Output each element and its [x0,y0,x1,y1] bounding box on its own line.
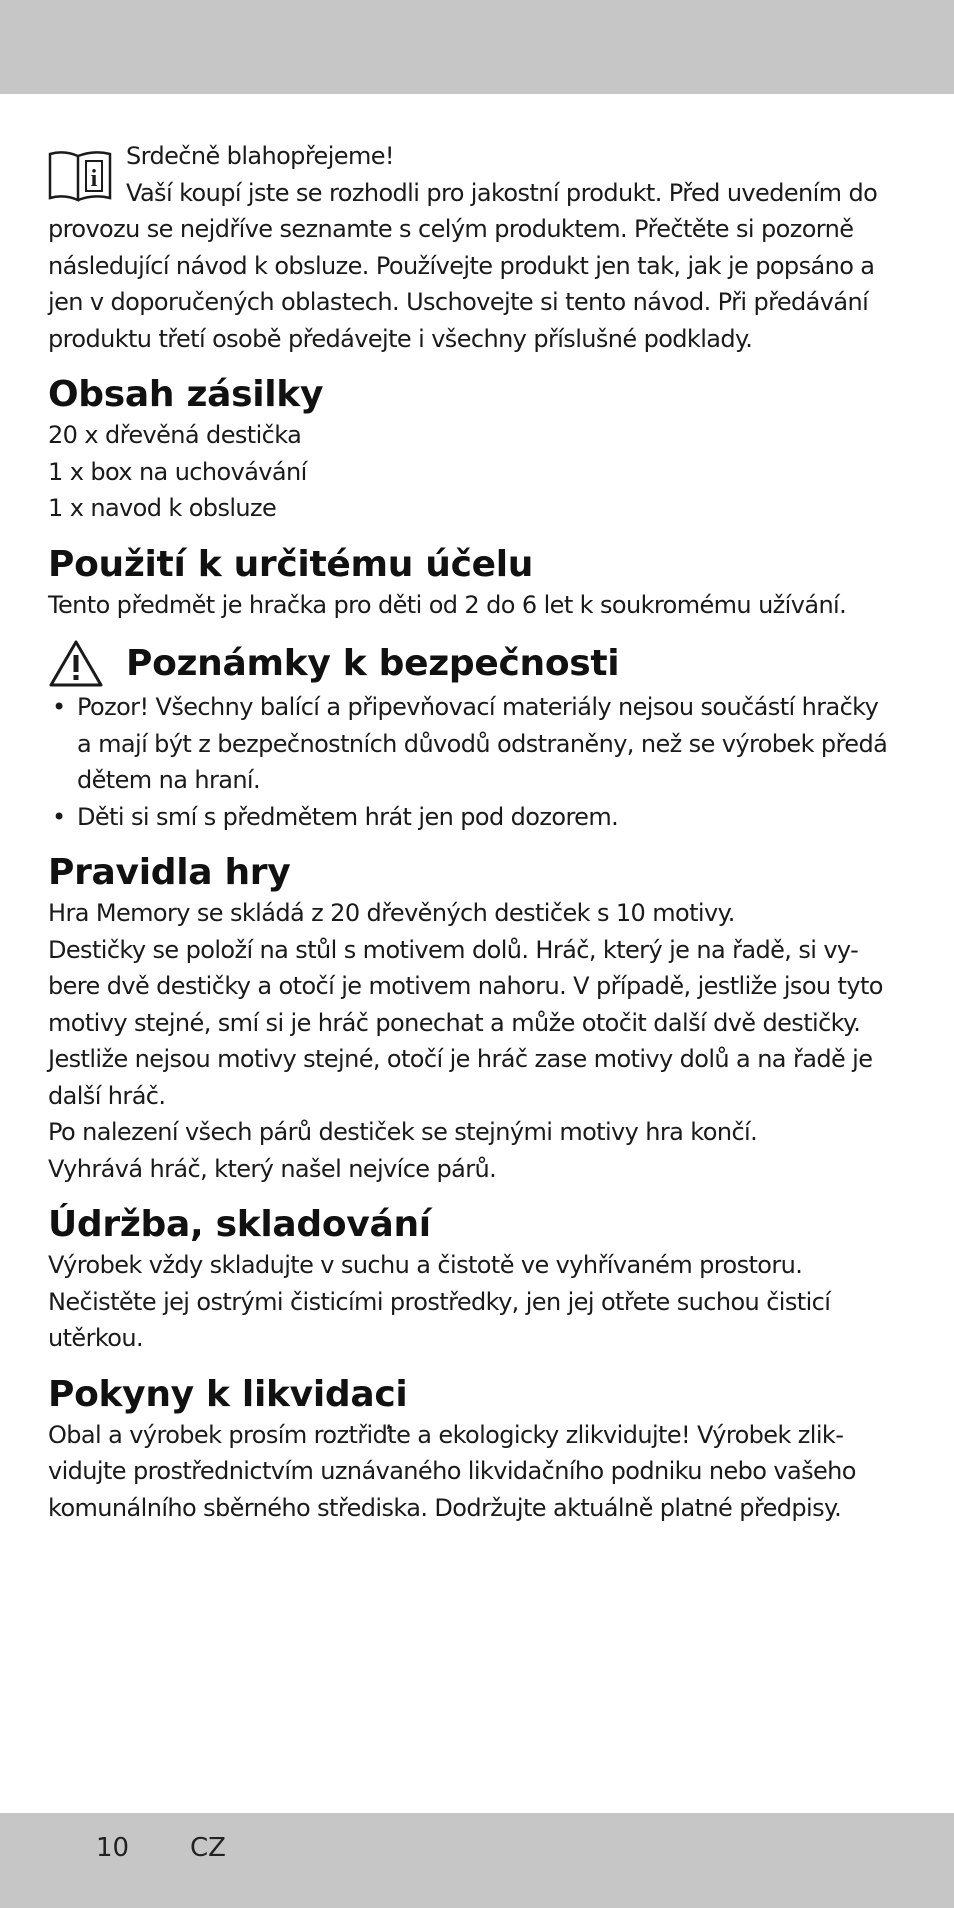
safety-list [48,689,910,835]
bullet-marker: • [52,693,66,721]
bullet-line: a mají být z bezpečnostních důvodů odstraněny, než se výrobek předá [77,729,888,758]
maintenance-heading: Údržba, skladování [48,1204,431,1245]
rules-line: Hra Memory se skládá z 20 dřevěných destiček s 10 motivy. [48,899,735,927]
maintenance-section [48,1203,910,1357]
rules-line: motivy stejné, smí si je hráč ponechat a může otočit další dvě destičky. [48,1008,861,1037]
disposal-line: komunálního sběrného střediska. Dodržujte aktuálně platné předpisy. [48,1493,842,1522]
warning-icon [48,639,104,689]
intended-use-text: Tento předmět je hračka pro děti od 2 do 6 let k soukromému užívání. [48,590,847,619]
contents-item: 20 x dřevěná destička [48,421,302,449]
bullet-marker: • [52,802,66,831]
header-band [0,0,954,94]
intended-use-heading: Použití k určitému účelu [48,543,534,585]
footer-band [0,1813,954,1908]
intended-use-section [48,543,910,624]
intro-line: jen v doporučených oblastech. Uschovejte si tento návod. Při předávání [48,288,869,316]
disposal-heading: Pokyny k likvidaci [48,1373,408,1415]
rules-line: Po nalezení všech párů destiček se stejnými motivy hra končí. [48,1118,758,1146]
bullet-line: Děti si smí s předmětem hrát jen pod dozorem. [77,802,619,831]
intro-line: produktu třetí osobě předávejte i všechny příslušné podklady. [48,324,753,353]
maintenance-line: utěrkou. [48,1324,144,1352]
disposal-line: vidujte prostřednictvím uznávaného likvidačního podniku nebo vašeho [48,1457,856,1485]
rules-line: Jestliže nejsou motivy stejné, otočí je hráč zase motivy dolů a na řadě je [48,1045,873,1073]
manual-content [48,138,910,1526]
language-code: CZ [190,1833,226,1863]
bullet-line: Pozor! Všechny balící a připevňovací materiály nejsou součástí hračky [77,693,879,721]
maintenance-line: Nečistěte jej ostrými čisticími prostředky, jen jej otřete suchou čisticí [48,1287,831,1316]
rules-line: Vyhrává hráč, který našel nejvíce párů. [48,1154,497,1183]
greeting: Srdečně blahopřejeme! [126,142,394,170]
bullet-line: dětem na hraní. [77,766,261,794]
rules-line: bere dvě destičky a otočí je motivem nahoru. V případě, jestliže jsou tyto [48,972,883,1000]
safety-heading: Poznámky k bezpečnosti [126,643,620,684]
intro-line: provozu se nejdříve seznamte s celým produktem. Přečtěte si pozorně [48,215,854,243]
info-manual-icon [48,148,112,204]
disposal-line: Obal a výrobek prosím roztřiďte a ekologicky zlikvidujte! Výrobek zlik- [48,1420,844,1449]
intro-line: následující návod k obsluze. Používejte produkt jen tak, jak je popsáno a [48,251,875,280]
intro-section [48,138,910,357]
disposal-section [48,1373,910,1527]
safety-bullet [48,689,910,799]
rules-line: další hráč. [48,1081,166,1110]
safety-heading-row [48,639,910,689]
contents-item: 1 x box na uchovávání [48,457,307,486]
svg-text:i: i [90,166,98,192]
contents-section [48,373,910,527]
rules-section [48,851,910,1187]
contents-item: 1 x navod k obsluze [48,494,277,522]
page-number: 10 [96,1833,130,1863]
rules-line: Destičky se položí na stůl s motivem dolů. Hráč, který je na řadě, si vy- [48,935,859,964]
safety-bullet [48,799,910,836]
contents-heading: Obsah zásilky [48,374,324,415]
maintenance-line: Výrobek vždy skladujte v suchu a čistotě ve vyhřívaném prostoru. [48,1251,803,1279]
intro-line: Vaší koupí jste se rozhodli pro jakostní produkt. Před uvedením do [126,178,878,207]
safety-section [48,639,910,835]
rules-heading: Pravidla hry [48,852,291,893]
